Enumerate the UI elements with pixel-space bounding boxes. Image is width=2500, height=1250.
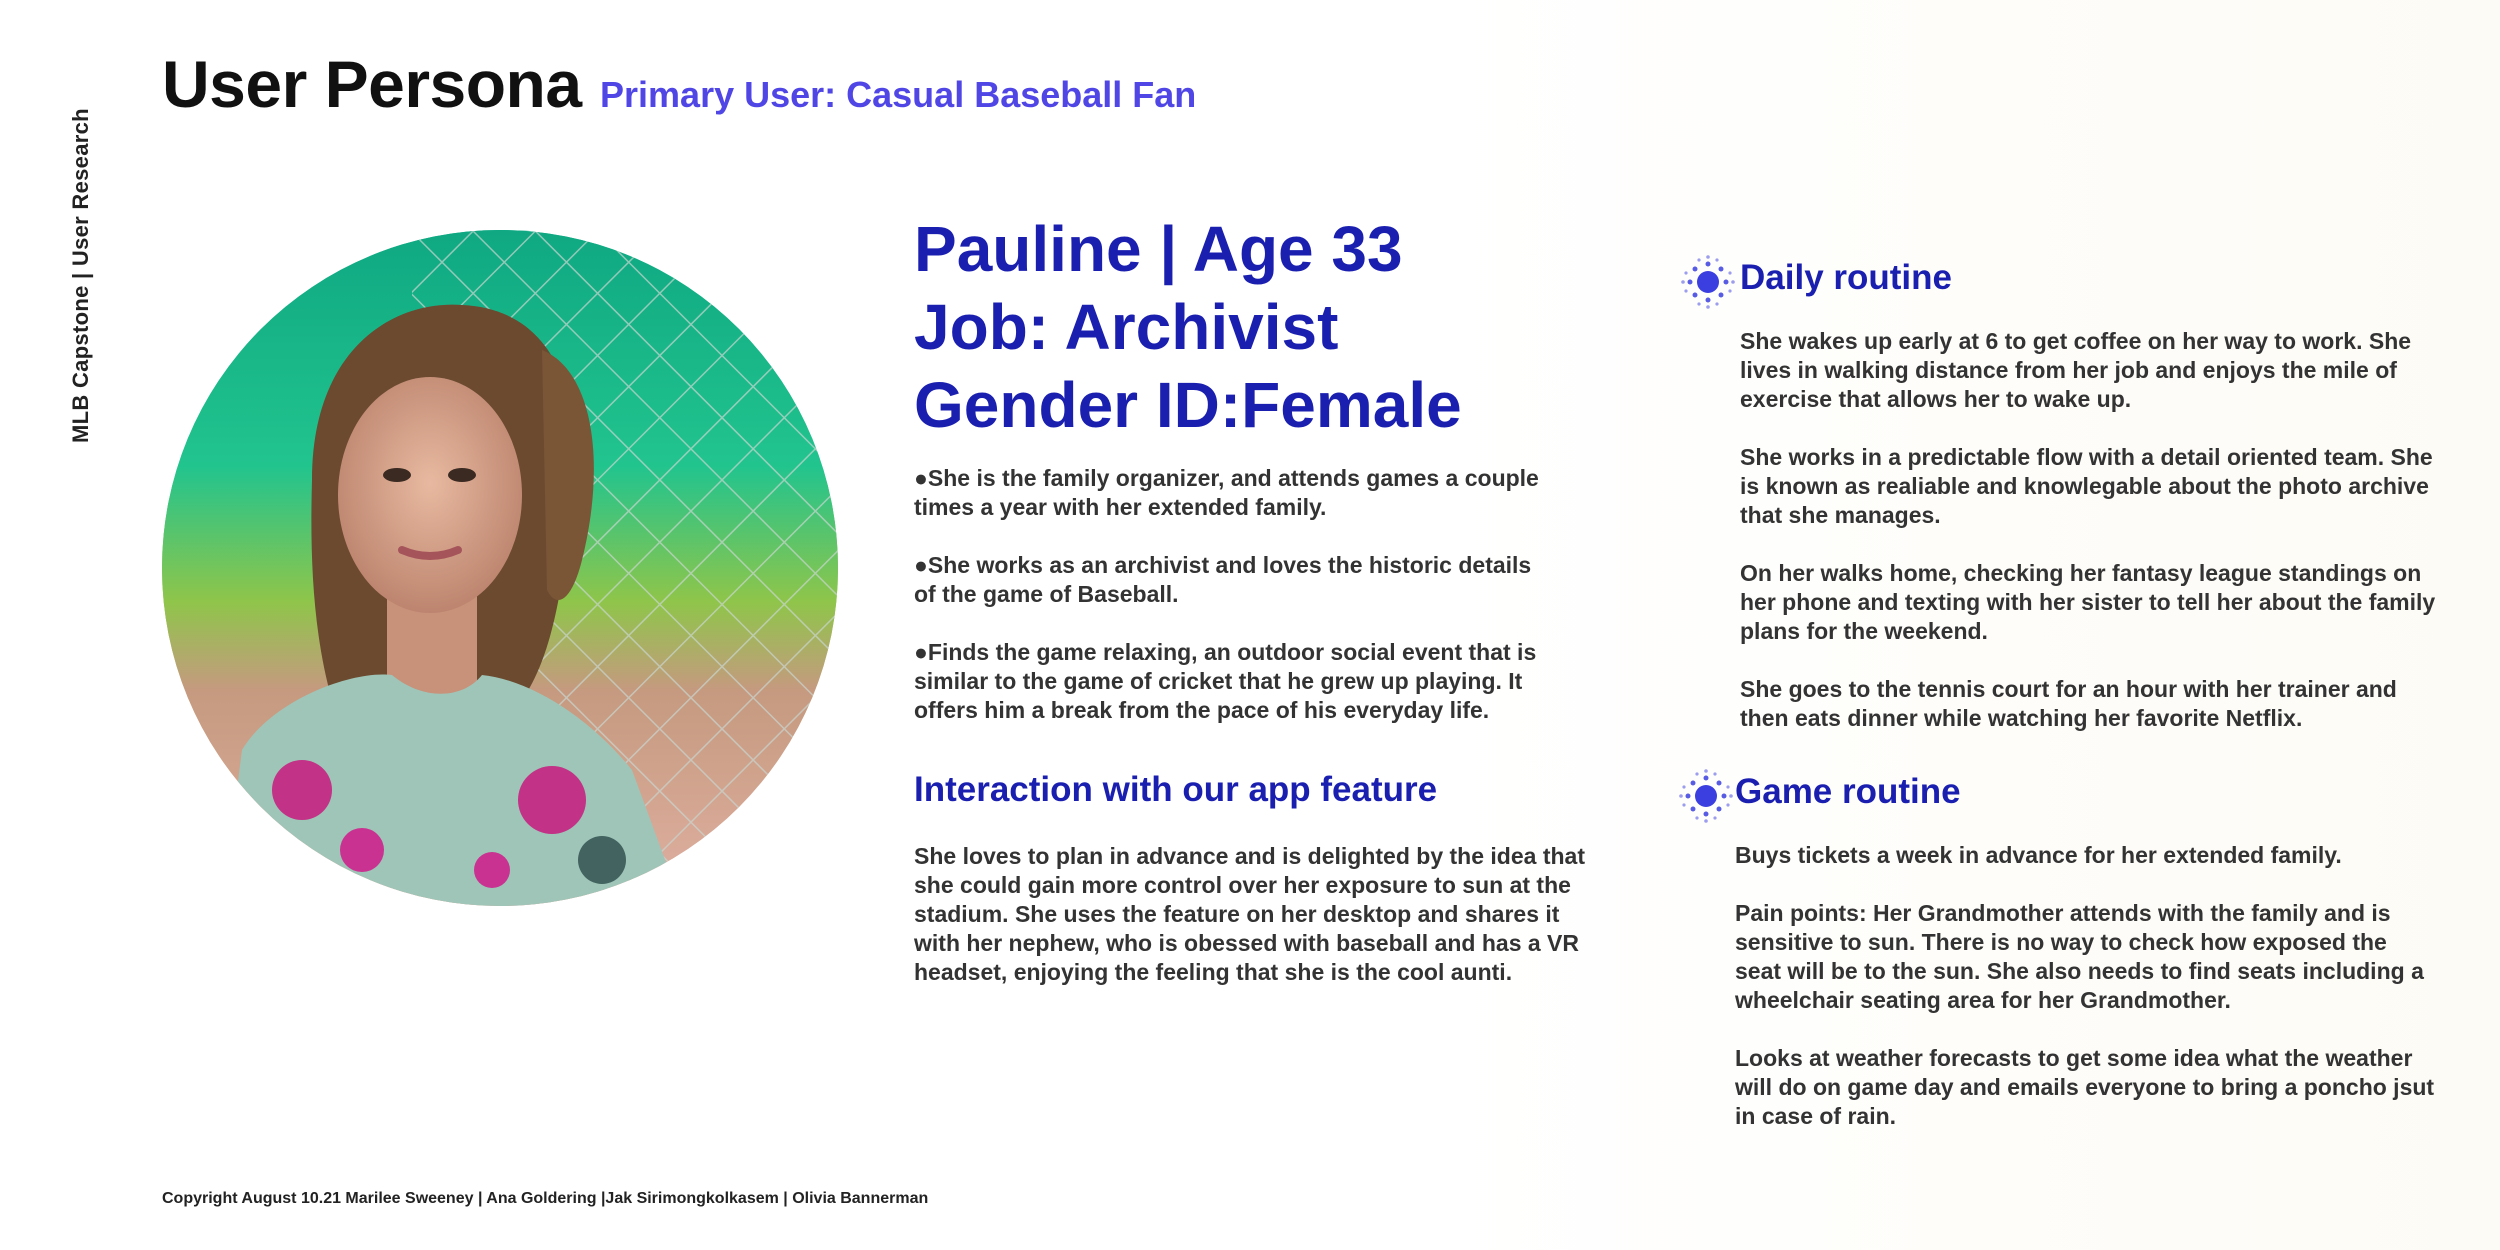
game-routine-text	[1735, 841, 2435, 1160]
paragraph: She goes to the tennis court for an hour with her trainer and then eats dinner while watching her favorite Netflix.	[1740, 676, 2397, 731]
persona-photo	[162, 230, 838, 906]
persona-job: Job: Archivist	[914, 291, 1339, 363]
persona-gender: Gender ID:Female	[914, 369, 1462, 441]
starburst-icon	[1678, 252, 1738, 312]
header	[162, 46, 1196, 122]
paragraph: She works in a predictable flow with a detail oriented team. She is known as realiable and knowlegable about the photo archive that she manages.	[1740, 444, 2433, 528]
paragraph: On her walks home, checking her fantasy league standings on her phone and texting with her sister to tell her about the family plans for the weekend.	[1740, 560, 2436, 644]
paragraph: Pain points: Her Grandmother attends with the family and is sensitive to sun. There is no way to check how exposed the seat will be to the sun. She also needs to find seats including a wheelchair seating area for her Grandmother.	[1735, 900, 2424, 1013]
persona-name-age: Pauline | Age 33	[914, 213, 1403, 285]
paragraph: She wakes up early at 6 to get coffee on her way to work. She lives in walking distance from her job and enjoys the mile of exercise that allows her to wake up.	[1740, 328, 2412, 412]
starburst-icon	[1676, 766, 1736, 826]
daily-routine-text	[1740, 327, 2440, 762]
game-routine-heading: Game routine	[1735, 772, 1961, 811]
bullet-item: ●She works as an archivist and loves the historic details of the game of Baseball.	[914, 552, 1532, 607]
interaction-heading: Interaction with our app feature	[914, 770, 1438, 809]
footer-copyright: Copyright August 10.21 Marilee Sweeney | Ana Goldering |Jak Sirimongkolkasem | Olivia Bannerman	[162, 1190, 929, 1207]
interaction-text: She loves to plan in advance and is delighted by the idea that she could gain more control over her exposure to sun at the stadium. She uses the feature on her desktop and shares it with her nephew, who is obessed with baseball and has a VR headset, enjoying the feeling that she is the cool aunti.	[914, 843, 1585, 985]
bullet-item: ●Finds the game relaxing, an outdoor social event that is similar to the game of cricket that he grew up playing. It offers him a break from the pace of his everyday life.	[914, 639, 1537, 723]
paragraph: Buys tickets a week in advance for her extended family.	[1735, 842, 2342, 868]
persona-bullets	[914, 464, 1554, 754]
paragraph: Looks at weather forecasts to get some idea what the weather will do on game day and emails everyone to bring a poncho jsut in case of rain.	[1735, 1045, 2435, 1129]
persona-heading	[914, 210, 1462, 444]
bullet-item: ●She is the family organizer, and attends games a couple times a year with her extended family.	[914, 465, 1539, 520]
daily-routine-heading: Daily routine	[1740, 258, 1952, 297]
page-subtitle: Primary User: Casual Baseball Fan	[600, 74, 1197, 115]
page-title: User Persona	[162, 47, 582, 121]
side-label: MLB Capstone | User Research	[68, 108, 93, 443]
